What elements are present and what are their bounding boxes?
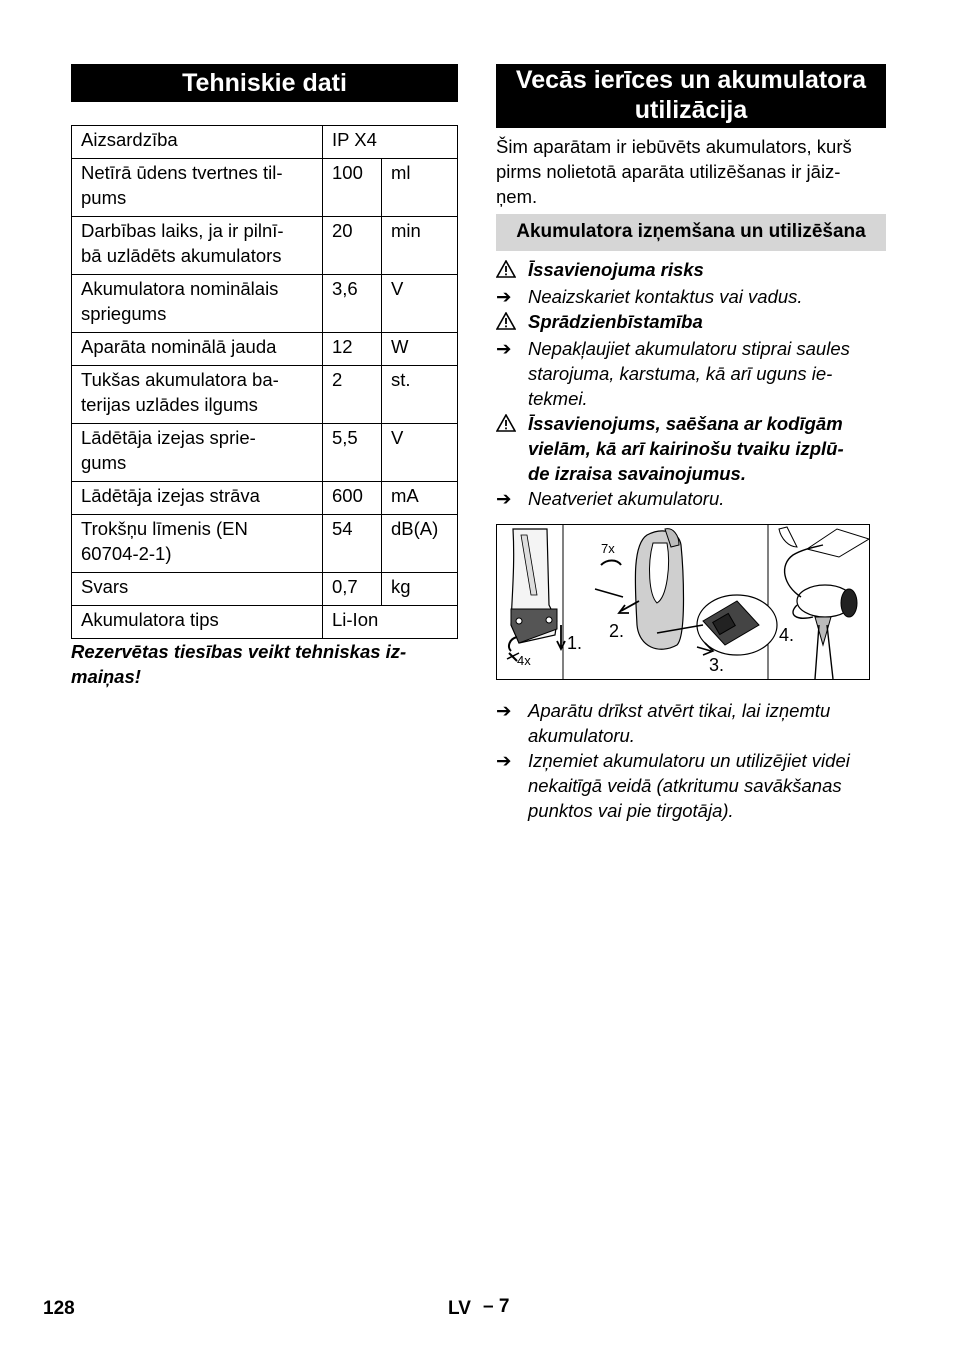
spec-row bbox=[72, 275, 458, 333]
spec-row bbox=[72, 482, 458, 515]
spec-value: 100 bbox=[323, 159, 382, 217]
step-4-label: 4. bbox=[779, 625, 795, 645]
spec-unit: W bbox=[382, 333, 458, 366]
action-item bbox=[496, 336, 886, 411]
spec-value: 54 bbox=[323, 515, 382, 573]
page-number: 128 bbox=[43, 1298, 75, 1319]
spec-label: Netīrā ūdens tvertnes til- pums bbox=[72, 159, 323, 217]
action-text: Izņemiet akumulatoru un utilizējiet videi nekaitīgā veidā (atkritumu savākšanas punktos vai pie tirgotāja). bbox=[528, 750, 850, 821]
arrow-right-icon: ➔ bbox=[496, 338, 512, 359]
spec-row bbox=[72, 333, 458, 366]
disposal-intro: Šim aparātam ir iebūvēts akumulators, kurš pirms nolietotā aparāta utilizēšanas ir jāiz- ņem. bbox=[496, 136, 852, 207]
step-3-label: 3. bbox=[709, 655, 725, 675]
spec-unit: mA bbox=[382, 482, 458, 515]
spec-value: 12 bbox=[323, 333, 382, 366]
spec-label: Tukšas akumulatora ba- terijas uzlādes ilgums bbox=[72, 366, 323, 424]
spec-value: 3,6 bbox=[323, 275, 382, 333]
warning-text: Īssavienojuma risks bbox=[528, 259, 704, 280]
spec-label: Lādētāja izejas strāva bbox=[72, 482, 323, 515]
tech-data-heading: Tehniskie dati bbox=[71, 64, 458, 102]
warning-item bbox=[496, 411, 886, 486]
spec-label: Akumulatora nominālais spriegums bbox=[72, 275, 323, 333]
action-text: Neatveriet akumulatoru. bbox=[528, 488, 725, 509]
spec-unit: V bbox=[382, 424, 458, 482]
spec-label: Trokšņu līmenis (EN 60704-2-1) bbox=[72, 515, 323, 573]
spec-label: Akumulatora tips bbox=[72, 606, 323, 639]
spec-row bbox=[72, 606, 458, 639]
spec-row bbox=[72, 126, 458, 159]
spec-row bbox=[72, 366, 458, 424]
safety-instructions bbox=[496, 257, 886, 511]
spec-label: Aizsardzība bbox=[72, 126, 323, 159]
arrow-right-icon: ➔ bbox=[496, 286, 512, 307]
arrow-right-icon: ➔ bbox=[496, 700, 512, 721]
spec-unit: ml bbox=[382, 159, 458, 217]
warning-text: Īssavienojums, saēšana ar kodīgām vielām, kā arī kairinošu tvaiku izplū- de izraisa savainojumus. bbox=[528, 413, 844, 484]
battery-removal-drawing bbox=[497, 525, 869, 679]
spec-unit: V bbox=[382, 275, 458, 333]
section-page-number: – 7 bbox=[483, 1296, 510, 1317]
tech-data-section bbox=[71, 64, 458, 689]
arrow-right-icon: ➔ bbox=[496, 750, 512, 771]
spec-value: 5,5 bbox=[323, 424, 382, 482]
spec-value: 600 bbox=[323, 482, 382, 515]
spec-row bbox=[72, 217, 458, 275]
step-1-label: 1. bbox=[567, 633, 583, 653]
spec-row bbox=[72, 424, 458, 482]
action-item bbox=[496, 698, 886, 748]
language-code: LV bbox=[448, 1298, 471, 1319]
spec-unit: dB(A) bbox=[382, 515, 458, 573]
action-text: Aparātu drīkst atvērt tikai, lai izņemtu akumulatoru. bbox=[528, 700, 831, 746]
spec-value: 0,7 bbox=[323, 573, 382, 606]
action-text: Neaizskariet kontaktus vai vadus. bbox=[528, 286, 803, 307]
spec-value: Li-Ion bbox=[323, 606, 458, 639]
spec-value: 2 bbox=[323, 366, 382, 424]
disposal-section bbox=[496, 64, 886, 823]
spec-unit: kg bbox=[382, 573, 458, 606]
reserved-rights-note: Rezervētas tiesības veikt tehniskas iz- maiņas! bbox=[71, 641, 407, 687]
action-item bbox=[496, 486, 886, 511]
action-item bbox=[496, 284, 886, 309]
battery-removal-illustration bbox=[496, 524, 870, 680]
warning-triangle-icon bbox=[496, 257, 528, 284]
warning-item bbox=[496, 257, 886, 284]
warning-text: Sprādzienbīstamība bbox=[528, 311, 703, 332]
spec-unit: st. bbox=[382, 366, 458, 424]
action-text: Nepakļaujiet akumulatoru stiprai saules starojuma, karstuma, kā arī uguns ie- tekmei. bbox=[528, 338, 850, 409]
spec-unit: min bbox=[382, 217, 458, 275]
spec-row bbox=[72, 515, 458, 573]
spec-row bbox=[72, 159, 458, 217]
spec-label: Lādētāja izejas sprie- gums bbox=[72, 424, 323, 482]
screw-count-bottom: 4x bbox=[517, 653, 531, 668]
screw-icon bbox=[595, 589, 623, 597]
battery-removal-subheading: Akumulatora izņemšana un utilizēšana bbox=[496, 214, 886, 251]
screw-count-top: 7x bbox=[601, 541, 615, 556]
spec-value: 20 bbox=[323, 217, 382, 275]
spec-table bbox=[71, 125, 458, 639]
warning-triangle-icon bbox=[496, 411, 528, 486]
spec-label: Svars bbox=[72, 573, 323, 606]
spec-label: Aparāta nominālā jauda bbox=[72, 333, 323, 366]
step-2-label: 2. bbox=[609, 621, 625, 641]
action-item bbox=[496, 748, 886, 823]
warning-triangle-icon bbox=[496, 309, 528, 336]
arrow-right-icon: ➔ bbox=[496, 488, 512, 509]
warning-item bbox=[496, 309, 886, 336]
spec-value: IP X4 bbox=[323, 126, 458, 159]
disposal-instructions bbox=[496, 698, 886, 823]
disposal-heading: Vecās ierīces un akumulatora utilizācija bbox=[496, 64, 886, 128]
spec-label: Darbības laiks, ja ir pilnī- bā uzlādēts akumulators bbox=[72, 217, 323, 275]
spec-row bbox=[72, 573, 458, 606]
